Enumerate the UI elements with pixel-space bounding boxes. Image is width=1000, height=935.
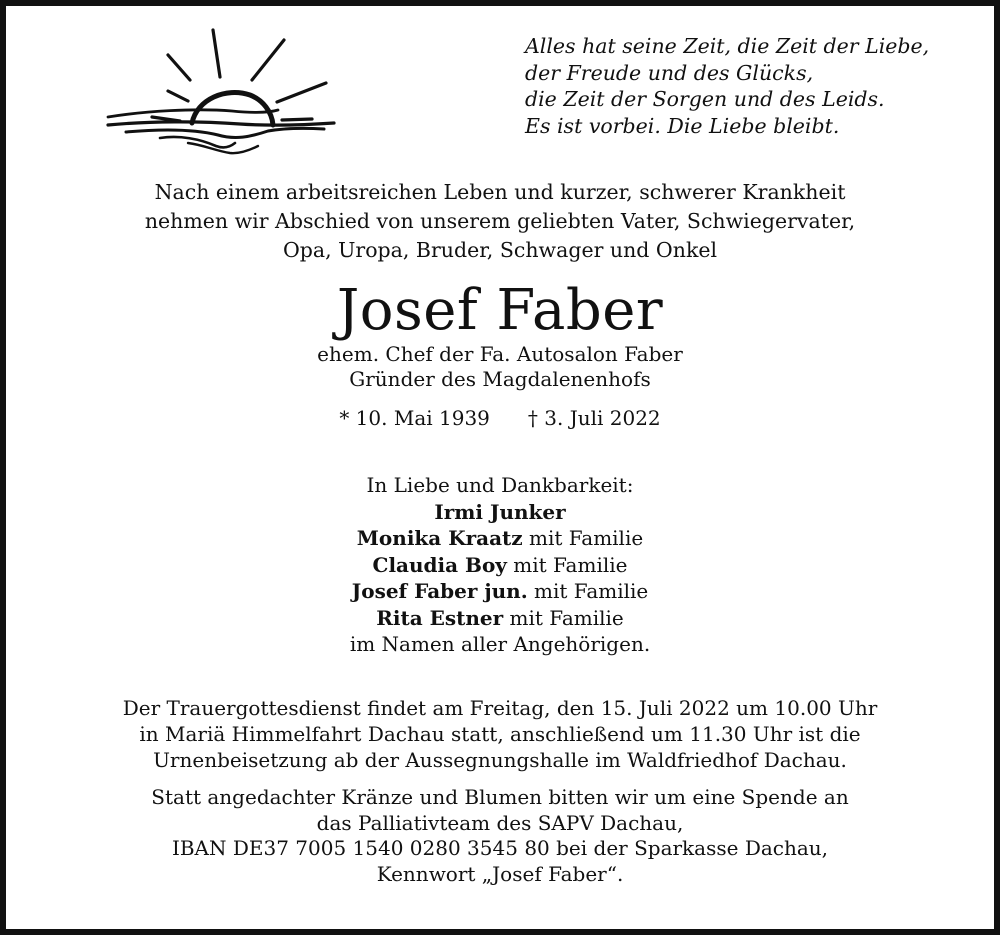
death-date: † 3. Juli 2022 [527, 406, 661, 430]
sun-ray [282, 119, 312, 120]
mourner-entry [0, 499, 1000, 526]
mourner-suffix: mit Familie [522, 526, 644, 550]
life-dates [0, 405, 1000, 431]
mourner-suffix: mit Familie [503, 605, 624, 630]
donation-line: das Palliativteam des SAPV Dachau, [316, 810, 684, 835]
intro-line: Nach einem arbeitsreichen Leben und kurzer, schwerer Krankheit [154, 180, 846, 204]
donation-line: Statt angedachter Kränze und Blumen bitten wir um eine Spende an [151, 785, 849, 809]
donation-line: Kennwort „Josef Faber“. [376, 861, 624, 886]
service-line: Der Trauergottesdienst findet am Freitag, den 15. Juli 2022 um 10.00 Uhr [122, 696, 878, 720]
poem-line: die Zeit der Sorgen und des Leids. [525, 87, 885, 111]
mourner-entry [0, 552, 1000, 579]
mourner-suffix: mit Familie [527, 579, 649, 603]
service-info [0, 695, 1000, 773]
poem-line: der Freude und des Glücks, [525, 60, 814, 85]
mourner-name: Monika Kraatz [356, 526, 523, 550]
mourner-entry [0, 578, 1000, 605]
sun-ray [213, 30, 220, 77]
sun-ray [168, 91, 188, 101]
intro-line: nehmen wir Abschied von unserem geliebten Vater, Schwiegervater, [144, 209, 856, 233]
horizon-line [108, 122, 334, 125]
mourner-suffix: mit Familie [506, 552, 628, 577]
mourners-list [0, 472, 1000, 658]
donation-line: IBAN DE37 7005 1540 0280 3545 80 bei der Sparkasse Dachau, [171, 836, 829, 860]
mourner-name: Rita Estner [376, 605, 504, 630]
service-line: Urnenbeisetzung ab der Aussegnungshalle im Waldfriedhof Dachau. [153, 748, 847, 772]
mourner-name: Claudia Boy [372, 552, 507, 577]
sun-ray [252, 40, 284, 80]
mourner-name: Irmi Junker [434, 499, 566, 524]
mourner-entry [0, 605, 1000, 632]
mourner-name: Josef Faber jun. [351, 579, 528, 603]
poem-line: Es ist vorbei. Die Liebe bleibt. [525, 113, 840, 138]
donation-info [0, 785, 1000, 887]
poem-line: Alles hat seine Zeit, die Zeit der Liebe, [525, 34, 930, 58]
role-line: ehem. Chef der Fa. Autosalon Faber [317, 342, 683, 366]
horizon-line [126, 128, 324, 137]
mourners-heading: In Liebe und Dankbarkeit: [366, 473, 634, 497]
sunset-icon [100, 25, 340, 160]
deceased-name: Josef Faber [336, 278, 664, 343]
birth-date: * 10. Mai 1939 [339, 406, 490, 430]
service-line: in Mariä Himmelfahrt Dachau statt, anschließend um 11.30 Uhr ist die [139, 722, 861, 746]
role-line: Gründer des Magdalenenhofs [349, 367, 651, 391]
sun-ray [168, 55, 190, 80]
intro-line: Opa, Uropa, Bruder, Schwager und Onkel [282, 238, 718, 262]
intro-text [0, 178, 1000, 265]
deceased-roles [0, 342, 1000, 392]
mourners-closing: im Namen aller Angehörigen. [349, 632, 651, 656]
mourner-entry [0, 525, 1000, 552]
poem [525, 33, 975, 139]
sun-ray [277, 83, 326, 102]
